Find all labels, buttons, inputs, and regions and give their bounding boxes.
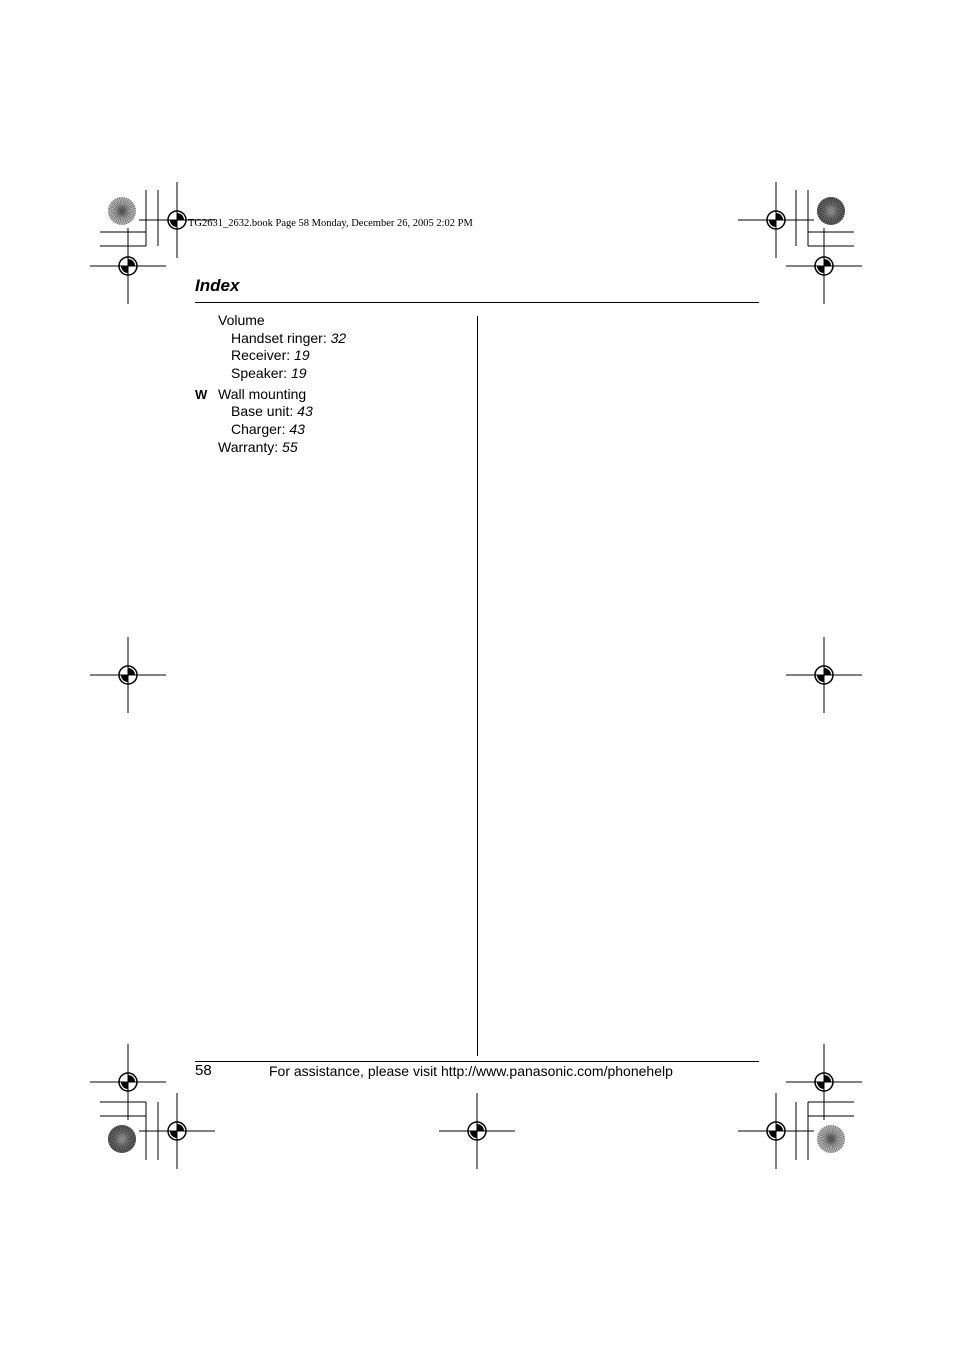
index-entry-wall-mounting: Wall mounting [218, 386, 307, 402]
footer-rule [195, 1061, 759, 1062]
index-subentry: Receiver: 19 [231, 347, 310, 363]
starburst-mark-icon [817, 1125, 845, 1153]
index-entry-warranty: Warranty: 55 [218, 439, 298, 455]
index-subentry: Speaker: 19 [231, 365, 307, 381]
starburst-mark-icon [108, 197, 136, 225]
title-rule [195, 302, 759, 303]
page-number: 58 [195, 1062, 212, 1079]
crosshair-target-icon [738, 1093, 814, 1169]
crosshair-target-icon [90, 1044, 166, 1120]
starburst-mark-icon [817, 197, 845, 225]
crosshair-target-icon [786, 228, 862, 304]
footer-assistance-text: For assistance, please visit http://www.panasonic.com/phonehelp [269, 1063, 673, 1079]
index-entry-volume: Volume [218, 312, 265, 328]
page-title: Index [195, 276, 240, 295]
index-letter-heading: W [195, 387, 208, 402]
index-subentry: Handset ringer: 32 [231, 330, 347, 346]
crosshair-target-icon [786, 637, 862, 713]
crosshair-target-icon [139, 1093, 215, 1169]
crosshair-target-icon [90, 228, 166, 304]
starburst-mark-icon [108, 1125, 136, 1153]
index-subentry: Base unit: 43 [231, 403, 313, 419]
index-subentry: Charger: 43 [231, 421, 305, 437]
crosshair-target-icon [786, 1044, 862, 1120]
print-header: TG2631_2632.book Page 58 Monday, December 26, 2005 2:02 PM [188, 218, 473, 229]
crosshair-target-icon [738, 182, 814, 258]
column-divider [477, 316, 478, 1056]
crosshair-target-icon [439, 1093, 515, 1169]
crosshair-target-icon [90, 637, 166, 713]
